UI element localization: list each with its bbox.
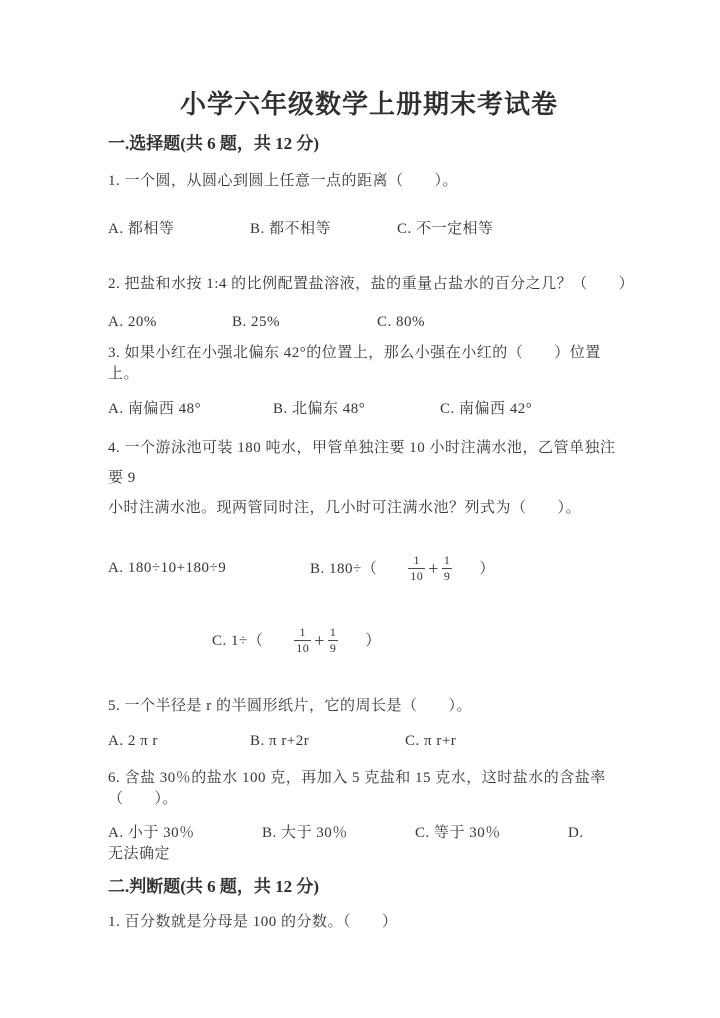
question-3-line2: 上。	[108, 366, 140, 382]
fraction-1-10: $\frac{1}{10}$	[296, 625, 310, 655]
question-4-text	[108, 433, 630, 523]
question-3-text	[108, 343, 630, 385]
question-3-options	[108, 399, 630, 420]
close-paren: ）	[479, 560, 495, 577]
section-2-heading: 二.判断题(共 6 题，共 12 分)	[108, 877, 320, 896]
open-paren: （	[361, 560, 378, 577]
question-2-text: 2. 把盐和水按 1:4 的比例配置盐溶液，盐的重量占盐水的百分之几？（ ）	[108, 276, 635, 292]
section-2-question-1-text: 1. 百分数就是分母是 100 的分数。（ ）	[108, 914, 398, 930]
option-a: A. 小于 30％	[108, 825, 195, 841]
option-b: B. 北偏东 48°	[273, 401, 366, 417]
fraction-1-9: $\frac{1}{9}$	[329, 625, 337, 655]
section-1-heading: 一.选择题(共 6 题，共 12 分)	[108, 134, 320, 153]
plus-sign: +	[314, 630, 325, 651]
option-c: C. 80%	[377, 314, 425, 330]
option-a: A. 南偏西 48°	[108, 401, 202, 417]
page-title: 小学六年级数学上册期末考试卷	[179, 90, 558, 119]
option-c-prefix: C. 1÷	[212, 632, 248, 649]
option-b: B. π r+2r	[250, 733, 310, 749]
option-c: C. 等于 30％	[415, 825, 501, 841]
question-6-line2: （ ）。	[108, 791, 179, 807]
option-d-label: D.	[568, 825, 584, 841]
option-a: A. 20%	[108, 314, 157, 330]
option-b-prefix: B. 180÷	[310, 560, 362, 577]
option-c: C. π r+r	[405, 733, 457, 749]
exam-content	[108, 0, 635, 933]
option-a: A. 180÷10+180÷9	[108, 559, 227, 576]
question-6-options	[108, 823, 630, 844]
fraction-1-9: $\frac{1}{9}$	[443, 553, 451, 583]
option-b: B. 都不相等	[250, 221, 332, 237]
open-paren: （	[247, 632, 264, 649]
option-c: C. 不一定相等	[397, 221, 494, 237]
option-a: A. 2 π r	[108, 733, 158, 749]
option-b	[310, 553, 495, 583]
question-6-line1: 6. 含盐 30％的盐水 100 克，再加入 5 克盐和 15 克水，这时盐水的含盐率	[108, 770, 606, 786]
close-paren: ）	[365, 632, 381, 649]
question-4-option-c-row	[108, 617, 630, 663]
question-1-text: 1. 一个圆，从圆心到圆上任意一点的距离（ ）。	[108, 173, 459, 189]
option-c	[212, 625, 381, 655]
question-4-line2: 小时注满水池。现两管同时注，几小时可注满水池？列式为（ ）。	[108, 500, 582, 516]
option-b: B. 25%	[232, 314, 280, 330]
option-b: B. 大于 30％	[262, 825, 348, 841]
question-5-options	[108, 731, 630, 752]
question-2-options	[108, 312, 630, 333]
question-1-options	[108, 219, 630, 240]
option-d-wrapped-text: 无法确定	[108, 846, 171, 862]
plus-sign: +	[428, 558, 439, 579]
question-4-options-ab	[108, 545, 630, 591]
fraction-1-10: $\frac{1}{10}$	[410, 553, 424, 583]
question-4-line1: 4. 一个游泳池可装 180 吨水，甲管单独注要 10 小时注满水池，乙管单独注要 9	[108, 440, 616, 486]
option-a: A. 都相等	[108, 221, 175, 237]
question-5-text: 5. 一个半径是 r 的半圆形纸片，它的周长是（ ）。	[108, 698, 472, 714]
question-6-text	[108, 768, 630, 810]
option-c: C. 南偏西 42°	[440, 401, 533, 417]
question-3-line1: 3. 如果小红在小强北偏东 42°的位置上，那么小强在小红的（ ）位置	[108, 345, 601, 361]
